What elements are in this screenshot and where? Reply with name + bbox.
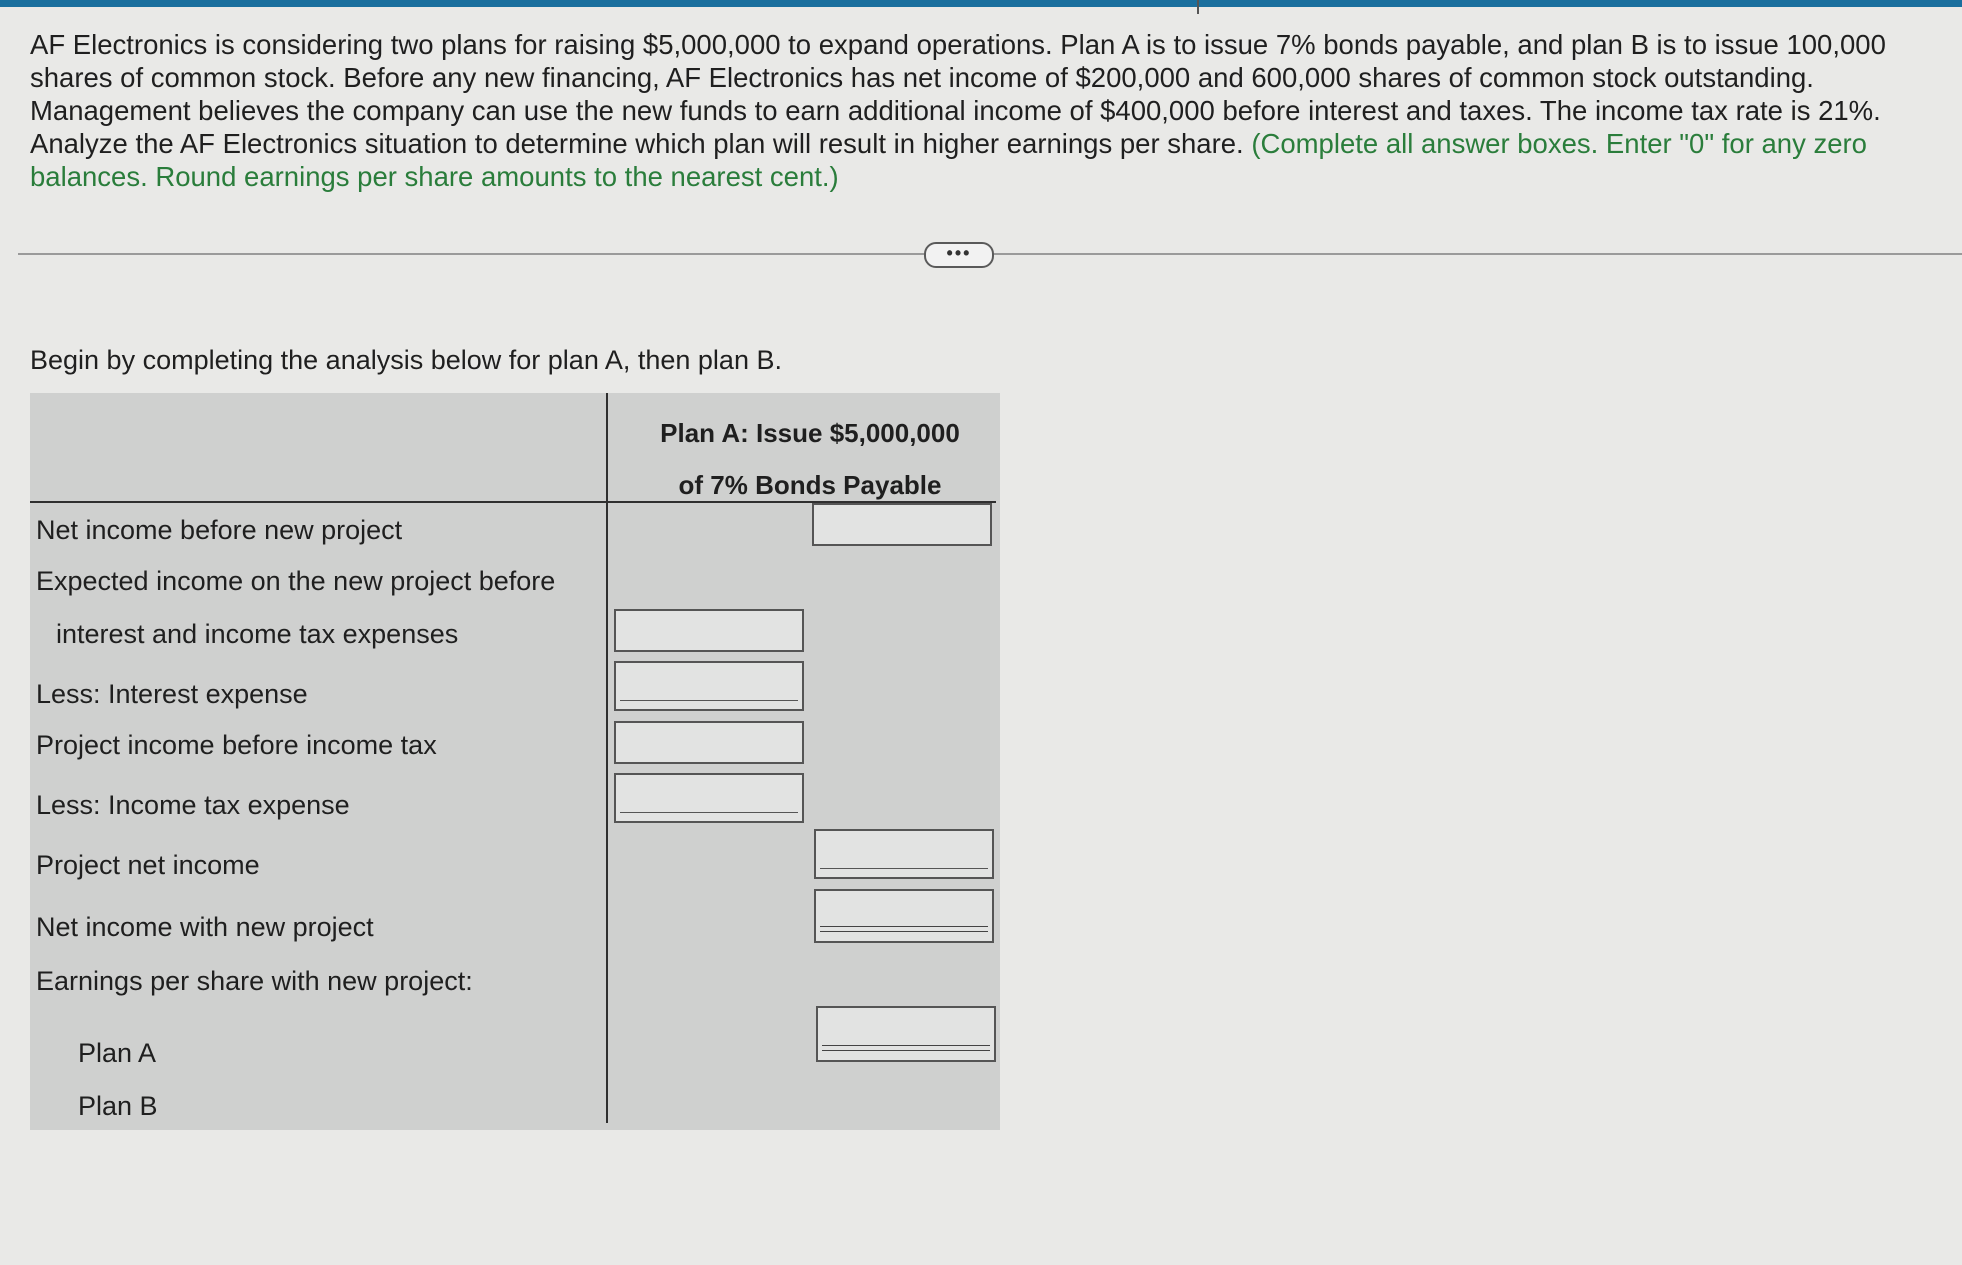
cursor-mark	[1197, 0, 1199, 14]
input-net-income-with-project[interactable]	[814, 889, 994, 943]
input-expected-income[interactable]	[614, 609, 804, 652]
label-project-net-income: Project net income	[36, 850, 260, 880]
label-expected-income-line2: interest and income tax expenses	[56, 619, 459, 649]
input-eps-plan-a[interactable]	[816, 1006, 996, 1062]
label-net-income-with-project: Net income with new project	[36, 912, 374, 942]
label-eps-plan-a: Plan A	[78, 1038, 157, 1068]
question-instruction: (Complete all answer boxes. Enter "0" for any zero balances. Round earnings per share amounts to the nearest cent.)	[30, 128, 1867, 192]
label-net-income-before: Net income before new project	[36, 515, 403, 545]
label-eps-plan-b: Plan B	[78, 1091, 158, 1121]
input-net-income-before[interactable]	[812, 503, 992, 546]
label-eps-heading: Earnings per share with new project:	[36, 966, 473, 996]
label-income-tax-expense: Less: Income tax expense	[36, 790, 350, 820]
label-interest-expense: Less: Interest expense	[36, 679, 308, 709]
lead-text: Begin by completing the analysis below for plan A, then plan B.	[30, 345, 782, 375]
question-body: AF Electronics is considering two plans for raising $5,000,000 to expand operations. Plan A is to issue 7% bonds payable, and plan B is to issue 100,000 shares of common stock. Before any new financing, AF Electronics has net income of $200,000 and 600,000 shares of common stock outstanding. Management believes the company can use the new funds to earn additional income of $400,000 before interest and taxes. The income tax rate is 21%. Analyze the AF Electronics situation to determine which plan will result in higher earnings per share.	[30, 29, 1886, 159]
plan-a-header-line2: of 7% Bonds Payable	[678, 470, 942, 500]
more-options-button[interactable]: •••	[924, 242, 994, 268]
label-expected-income-line1: Expected income on the new project before	[36, 566, 556, 596]
input-project-income-before-tax[interactable]	[614, 721, 804, 764]
analysis-worksheet	[30, 393, 1000, 1130]
input-project-net-income[interactable]	[814, 829, 994, 879]
question-text	[30, 28, 1890, 193]
label-project-income-before-tax: Project income before income tax	[36, 730, 437, 760]
top-accent-bar	[0, 0, 1962, 7]
input-interest-expense[interactable]	[614, 661, 804, 711]
input-income-tax-expense[interactable]	[614, 773, 804, 823]
plan-a-header-line1: Plan A: Issue $5,000,000	[660, 418, 960, 448]
plan-a-column-header	[620, 407, 1000, 511]
